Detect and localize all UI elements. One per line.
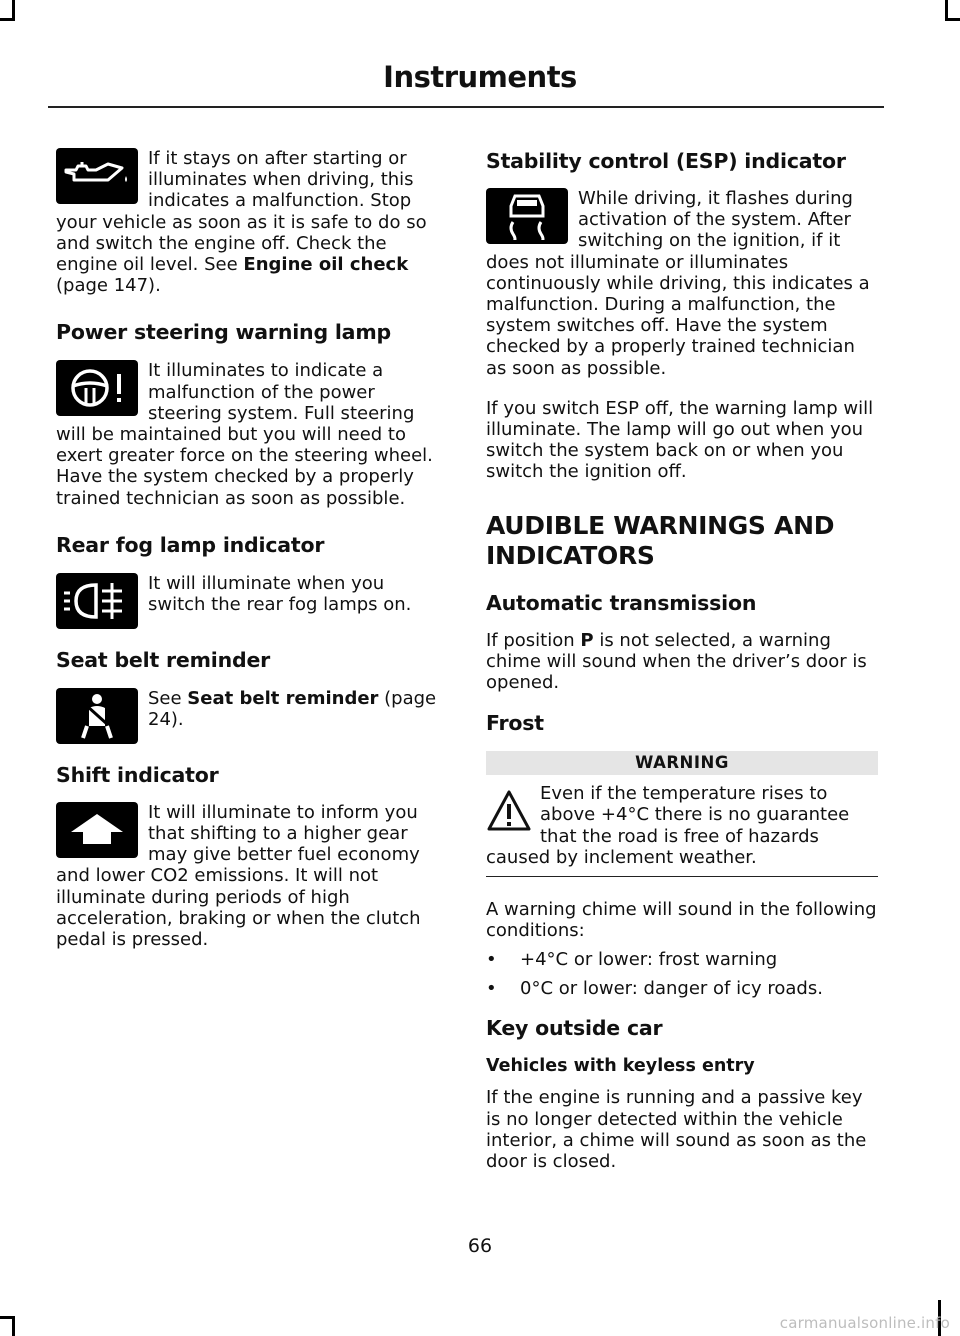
esp-heading: Stability control (ESP) indicator [486, 149, 846, 173]
oil-page-ref: (page 147). [56, 275, 161, 297]
keyless-entry-subheading: Vehicles with keyless entry [486, 1056, 755, 1077]
shift-section [56, 802, 446, 950]
shift-heading: Shift indicator [56, 762, 219, 787]
bullet-text: +4°C or lower: frost warning [520, 949, 778, 971]
page-title: Instruments [383, 60, 577, 94]
bullet-text: 0°C or lower: danger of icy roads. [520, 978, 823, 1000]
seat-belt-heading: Seat belt reminder [56, 647, 271, 672]
seat-belt-section [56, 688, 446, 748]
crop-mark [12, 1316, 15, 1336]
auto-trans-text-before: If position [486, 629, 581, 651]
auto-trans-text-after: is not selected, a warning chime will sound when the driver’s door is opened. [486, 629, 867, 694]
frost-bullet-list [486, 949, 878, 999]
seat-belt-icon [56, 688, 138, 744]
rear-fog-lamp-icon [56, 573, 138, 629]
esp-skid-car-icon [486, 188, 568, 244]
position-p: P [580, 629, 594, 651]
crop-mark [12, 0, 15, 20]
frost-warning-box [486, 751, 878, 877]
seat-belt-reminder-link[interactable]: Seat belt reminder [187, 687, 379, 709]
engine-oil-check-link[interactable]: Engine oil check [243, 254, 409, 276]
seat-belt-page-ref: (page 24). [148, 687, 437, 731]
warning-label: WARNING [486, 751, 878, 775]
list-item: • +4°C or lower: frost warning [486, 949, 778, 971]
shift-up-arrow-icon [56, 802, 138, 858]
warning-body [486, 783, 878, 868]
warning-triangle-icon [486, 789, 532, 835]
frost-heading: Frost [486, 711, 544, 736]
oil-section [56, 148, 446, 296]
watermark[interactable]: carmanualsonline.info [779, 1314, 950, 1332]
audible-warnings-heading [486, 511, 878, 571]
audible-heading-line1: AUDIBLE WARNINGS AND [486, 510, 835, 540]
frost-warning-text: Even if the temperature rises to above +4°C there is no guarantee that the road is free of hazards caused by inclement weather. [486, 783, 850, 868]
engine-oil-icon [56, 148, 138, 204]
oil-text: If it stays on after starting or illuminates when driving, this indicates a malfunction. Stop your vehicle as soon as it is safe to do so and switch the engine off. Check the engine oil level. See [56, 148, 427, 276]
steering-wheel-warning-icon [56, 360, 138, 416]
esp-text: While driving, it flashes during activation of the system. After switching on the ignition, if it does not illuminate or illuminates continuously while driving, this indicates a malfunction. During a malfunction, the system switches off. Have the system checked by a properly trained technician as soon as possible. [486, 188, 870, 379]
audible-heading-line2: INDICATORS [486, 540, 655, 570]
left-column [56, 148, 446, 950]
crop-mark [945, 0, 948, 20]
key-outside-heading: Key outside car [486, 1016, 663, 1041]
warning-divider [486, 876, 878, 877]
seat-belt-see: See [148, 687, 188, 709]
rear-fog-heading: Rear fog lamp indicator [56, 532, 325, 557]
power-steering-section [56, 360, 446, 508]
crop-mark [945, 18, 960, 21]
automatic-transmission-text [486, 630, 878, 694]
automatic-transmission-heading: Automatic transmission [486, 590, 757, 615]
power-steering-heading: Power steering warning lamp [56, 320, 391, 345]
power-steering-text: It illuminates to indicate a malfunction of the power steering system. Full steering will be maintained but you will need to exert greater force on the steering wheel. Have the system checked by a properly trained technician as soon as possible. [56, 360, 433, 509]
shift-text: It will illuminate to inform you that shifting to a higher gear may give better fuel economy and lower CO2 emissions. It will not illuminate during periods of high acceleration, braking or when the clutch pedal is pressed. [56, 801, 421, 951]
key-outside-text: If the engine is running and a passive key is no longer detected within the vehicle interior, a chime will sound as soon as the door is closed. [486, 1087, 867, 1173]
frost-intro: A warning chime will sound in the following conditions: [486, 899, 877, 942]
crop-mark [0, 18, 15, 21]
esp-text-2: If you switch ESP off, the warning lamp will illuminate. The lamp will go out when you switch the system back on or when you switch the ignition off. [486, 397, 874, 483]
rear-fog-text: It will illuminate when you switch the rear fog lamps on. [148, 572, 412, 616]
list-item: • 0°C or lower: danger of icy roads. [486, 978, 823, 1000]
title-divider [48, 106, 884, 108]
rear-fog-section [56, 573, 446, 633]
page-number: 66 [467, 1235, 493, 1257]
esp-section [486, 188, 878, 379]
crop-mark [0, 1316, 15, 1319]
right-column [486, 148, 878, 1172]
